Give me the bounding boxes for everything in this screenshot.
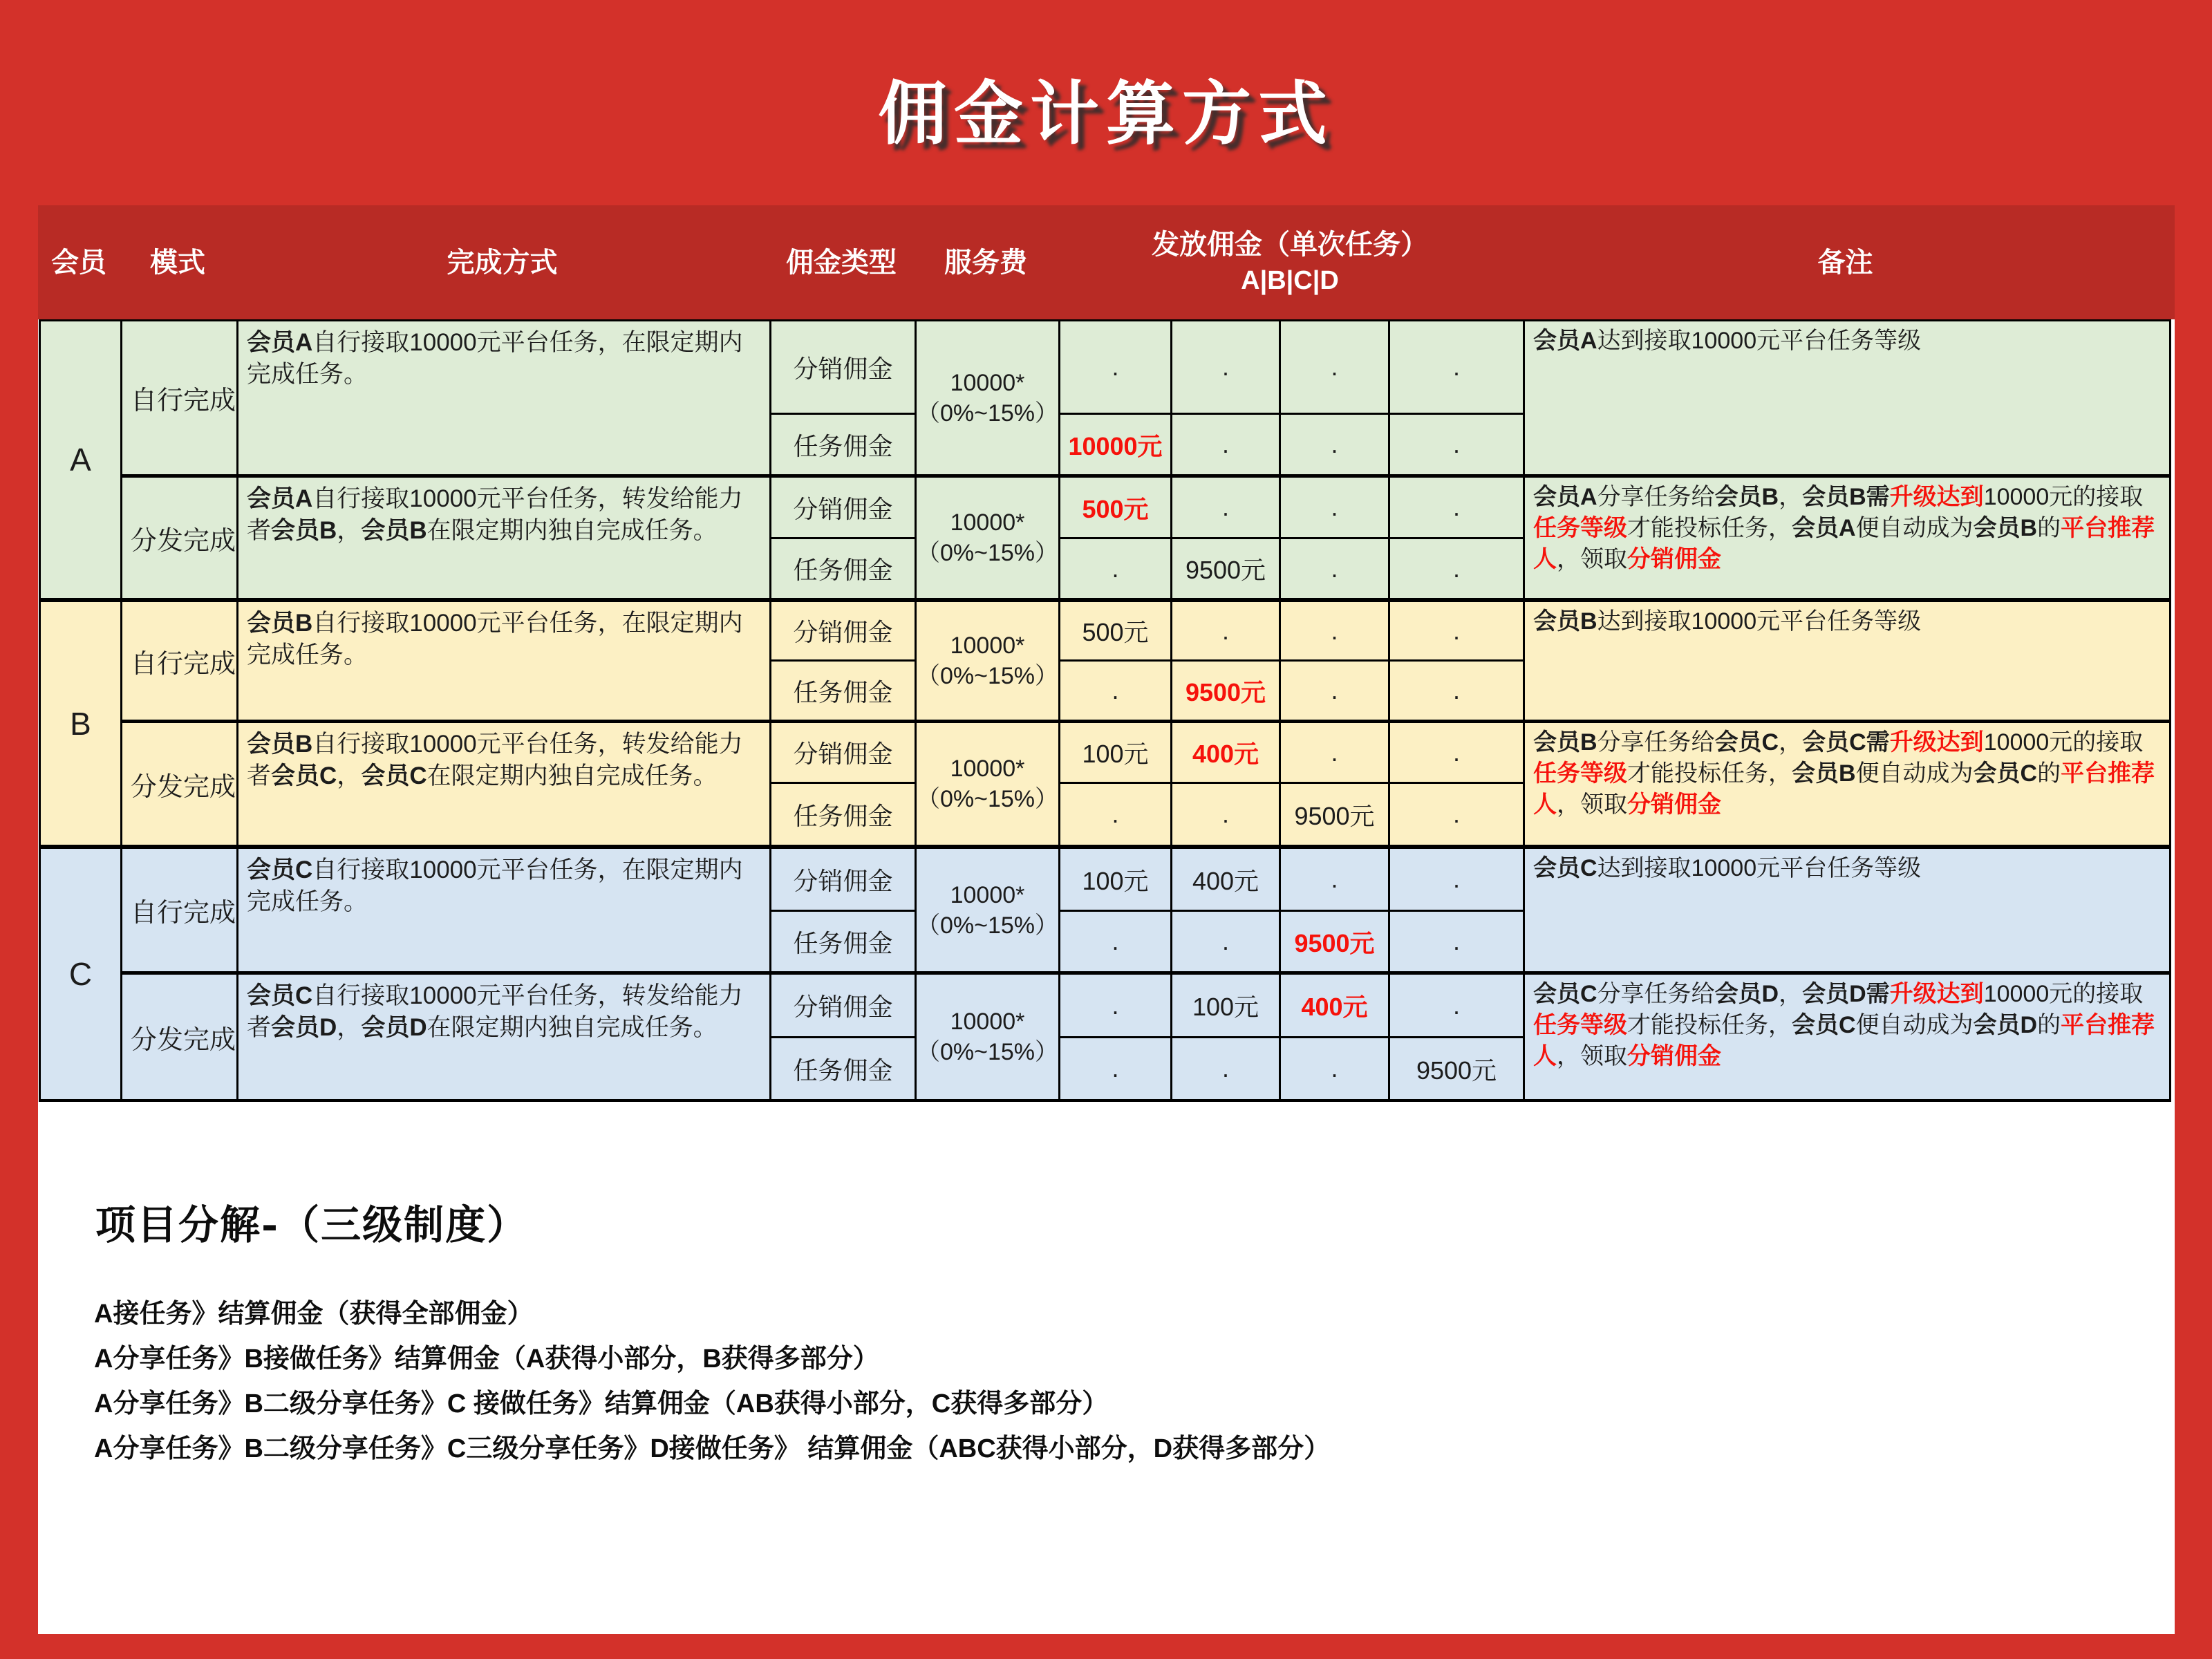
remark-cell: 会员B达到接取10000元平台任务等级 [1525, 602, 2171, 723]
commission-type-cell: 分销佣金 [771, 321, 917, 415]
payout-cell-c: 9500元 [1281, 784, 1390, 849]
breakdown-heading: 项目分解-（三级制度） [95, 1201, 529, 1248]
task-desc-cell: 会员B自行接取10000元平台任务，在限定期内完成任务。 [238, 602, 771, 723]
header-method: 完成方式 [447, 247, 558, 278]
header-service-fee: 服务费 [944, 247, 1027, 278]
remark-cell: 会员A达到接取10000元平台任务等级 [1525, 321, 2171, 478]
service-fee-cell [917, 321, 1060, 478]
payout-cell-a: 500元 [1060, 478, 1172, 539]
service-fee-line2: （0%~15%） [917, 663, 1059, 689]
payout-cell-b: . [1172, 602, 1281, 662]
service-fee-cell [917, 602, 1060, 723]
payout-cell-a: 100元 [1060, 723, 1172, 784]
payout-cell-b: . [1172, 321, 1281, 415]
breakdown-line: A分享任务》B二级分享任务》C三级分享任务》D接做任务》 结算佣金（ABC获得小部分，D获得多部分） [94, 1434, 1331, 1463]
payout-cell-c: . [1281, 849, 1390, 912]
remark-cell: 会员C分享任务给会员D，会员D需升级达到10000元的接取任务等级才能投标任务，会员C便自动成为会员D的平台推荐人，领取分销佣金 [1525, 975, 2171, 1099]
payout-cell-a: . [1060, 1038, 1172, 1099]
service-fee-cell [917, 478, 1060, 602]
commission-type-cell: 任务佣金 [771, 1038, 917, 1099]
payout-cell-d: . [1390, 321, 1525, 415]
header-commission-type: 佣金类型 [786, 247, 897, 278]
payout-cell-a: . [1060, 784, 1172, 849]
task-desc-cell: 会员A自行接取10000元平台任务，在限定期内完成任务。 [238, 321, 771, 478]
service-fee-line1: 10000* [950, 881, 1025, 908]
payout-cell-b: . [1172, 478, 1281, 539]
commission-type-cell: 任务佣金 [771, 784, 917, 849]
payout-cell-d: . [1390, 415, 1525, 478]
mode-cell: 自行完成 [122, 321, 238, 478]
service-fee-line1: 10000* [950, 509, 1025, 536]
service-fee-line2: （0%~15%） [917, 912, 1059, 939]
page-title: 佣金计算方式 [878, 73, 1334, 154]
task-desc-cell: 会员C自行接取10000元平台任务，在限定期内完成任务。 [238, 849, 771, 975]
payout-cell-c: . [1281, 321, 1390, 415]
table-header [38, 205, 2175, 319]
remark-cell: 会员B分享任务给会员C，会员C需升级达到10000元的接取任务等级才能投标任务，会员B便自动成为会员C的平台推荐人，领取分销佣金 [1525, 723, 2171, 849]
content-panel [38, 205, 2175, 1634]
payout-cell-b: 400元 [1172, 723, 1281, 784]
payout-cell-d: 9500元 [1390, 1038, 1525, 1099]
header-payout-main: 发放佣金（单次任务） [1152, 229, 1428, 260]
mode-cell: 分发完成 [122, 975, 238, 1099]
commission-type-cell: 分销佣金 [771, 975, 917, 1038]
mode-cell: 分发完成 [122, 478, 238, 602]
commission-table [39, 319, 2171, 1102]
breakdown-line: A分享任务》B接做任务》结算佣金（A获得小部分，B获得多部分） [94, 1344, 879, 1374]
service-fee-cell [917, 975, 1060, 1099]
payout-cell-a: . [1060, 321, 1172, 415]
commission-type-cell: 分销佣金 [771, 478, 917, 539]
payout-cell-c: 9500元 [1281, 912, 1390, 975]
payout-cell-d: . [1390, 975, 1525, 1038]
commission-type-cell: 分销佣金 [771, 723, 917, 784]
commission-type-cell: 任务佣金 [771, 912, 917, 975]
breakdown-line: A分享任务》B二级分享任务》C 接做任务》结算佣金（AB获得小部分，C获得多部分） [94, 1389, 1109, 1418]
payout-cell-a: 10000元 [1060, 415, 1172, 478]
payout-cell-d: . [1390, 478, 1525, 539]
task-desc-cell: 会员B自行接取10000元平台任务，转发给能力者会员C，会员C在限定期内独自完成任务。 [238, 723, 771, 849]
payout-cell-a: . [1060, 975, 1172, 1038]
payout-cell-d: . [1390, 723, 1525, 784]
mode-cell: 自行完成 [122, 849, 238, 975]
payout-cell-d: . [1390, 539, 1525, 602]
payout-cell-b: 100元 [1172, 975, 1281, 1038]
task-desc-cell: 会员A自行接取10000元平台任务，转发给能力者会员B，会员B在限定期内独自完成任务。 [238, 478, 771, 602]
breakdown-lines [94, 1292, 1330, 1472]
payout-cell-a: . [1060, 912, 1172, 975]
service-fee-line1: 10000* [950, 369, 1025, 396]
payout-cell-a: 100元 [1060, 849, 1172, 912]
header-mode: 模式 [150, 247, 205, 278]
service-fee-line2: （0%~15%） [917, 540, 1059, 566]
service-fee-line1: 10000* [950, 756, 1025, 782]
service-fee-line1: 10000* [950, 1009, 1025, 1035]
payout-cell-b: . [1172, 415, 1281, 478]
member-cell: C [41, 849, 122, 1099]
payout-cell-b: . [1172, 784, 1281, 849]
payout-cell-c: . [1281, 478, 1390, 539]
commission-type-cell: 分销佣金 [771, 849, 917, 912]
payout-cell-a: . [1060, 662, 1172, 723]
payout-cell-c: . [1281, 539, 1390, 602]
member-cell: A [41, 321, 122, 602]
payout-cell-a: 500元 [1060, 602, 1172, 662]
payout-cell-b: . [1172, 1038, 1281, 1099]
commission-type-cell: 分销佣金 [771, 602, 917, 662]
breakdown-line: A接任务》结算佣金（获得全部佣金） [94, 1300, 534, 1329]
header-payout-sub: A|B|C|D [1241, 265, 1339, 295]
commission-type-cell: 任务佣金 [771, 662, 917, 723]
payout-cell-d: . [1390, 784, 1525, 849]
header-remark: 备注 [1817, 247, 1873, 278]
payout-cell-d: . [1390, 602, 1525, 662]
header-payout [1058, 205, 1522, 319]
service-fee-cell [917, 849, 1060, 975]
mode-cell: 分发完成 [122, 723, 238, 849]
service-fee-line2: （0%~15%） [917, 786, 1059, 812]
mode-cell: 自行完成 [122, 602, 238, 723]
payout-cell-b: . [1172, 912, 1281, 975]
member-cell: B [41, 602, 122, 849]
remark-cell: 会员A分享任务给会员B，会员B需升级达到10000元的接取任务等级才能投标任务，会员A便自动成为会员B的平台推荐人，领取分销佣金 [1525, 478, 2171, 602]
payout-cell-b: 9500元 [1172, 539, 1281, 602]
payout-cell-d: . [1390, 662, 1525, 723]
payout-cell-b: 9500元 [1172, 662, 1281, 723]
payout-cell-c: . [1281, 415, 1390, 478]
payout-cell-c: . [1281, 602, 1390, 662]
payout-cell-c: . [1281, 1038, 1390, 1099]
service-fee-line1: 10000* [950, 632, 1025, 659]
service-fee-line2: （0%~15%） [917, 1039, 1059, 1065]
payout-cell-c: 400元 [1281, 975, 1390, 1038]
service-fee-cell [917, 723, 1060, 849]
service-fee-line2: （0%~15%） [917, 400, 1059, 427]
payout-cell-b: 400元 [1172, 849, 1281, 912]
payout-cell-c: . [1281, 662, 1390, 723]
commission-type-cell: 任务佣金 [771, 539, 917, 602]
commission-type-cell: 任务佣金 [771, 415, 917, 478]
remark-cell: 会员C达到接取10000元平台任务等级 [1525, 849, 2171, 975]
header-member: 会员 [51, 247, 106, 278]
payout-cell-d: . [1390, 912, 1525, 975]
payout-cell-c: . [1281, 723, 1390, 784]
task-desc-cell: 会员C自行接取10000元平台任务，转发给能力者会员D，会员D在限定期内独自完成任务。 [238, 975, 771, 1099]
payout-cell-d: . [1390, 849, 1525, 912]
payout-cell-a: . [1060, 539, 1172, 602]
